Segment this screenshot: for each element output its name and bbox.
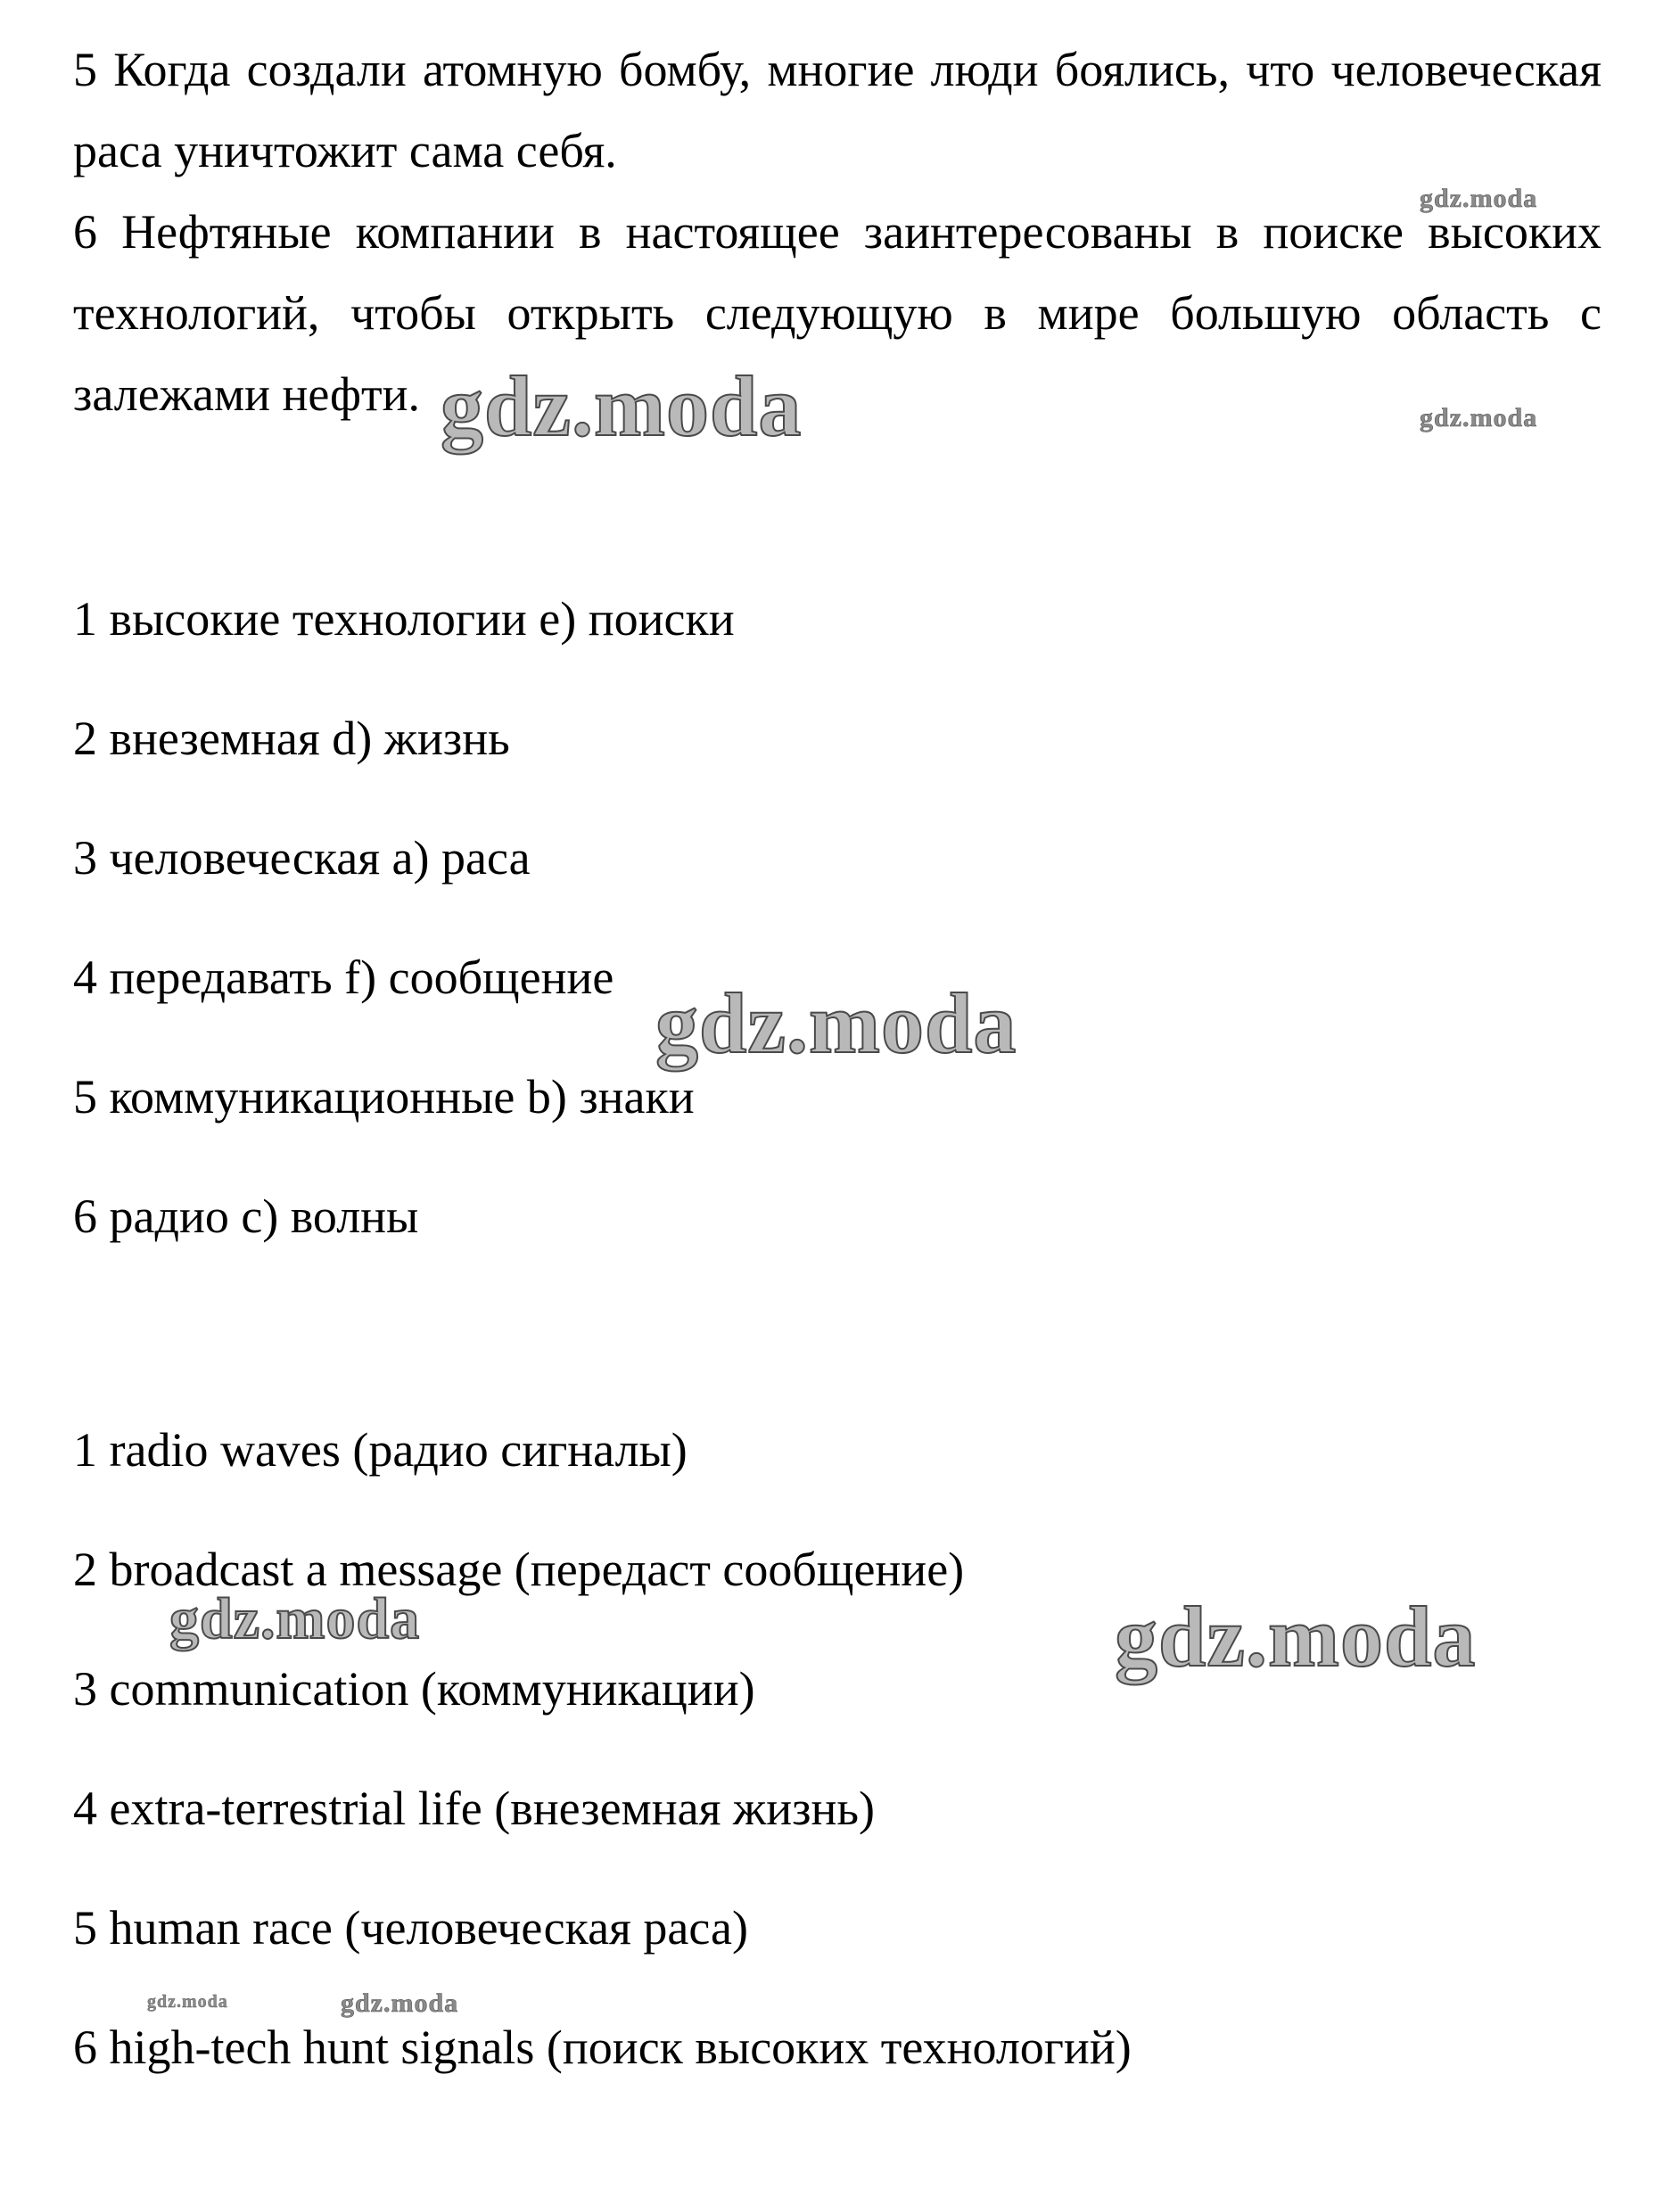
watermark: gdz.moda <box>1420 184 1538 213</box>
phrase-item-1: 1 radio waves (радио сигналы) <box>73 1423 688 1477</box>
sentence-6: 6 Нефтяные компании в настоящее заинтересованы в поиске высоких технологий, чтобы открыть следующую в мире большую область с залежами нефти. <box>73 205 1602 421</box>
phrase-item-3: 3 communication (коммуникации) <box>73 1662 755 1716</box>
watermark: gdz.moda <box>341 1988 459 2018</box>
watermark: gdz.moda <box>147 1992 228 2012</box>
watermark: gdz.moda <box>1115 1589 1477 1684</box>
matching-item-4: 4 передавать f) сообщение <box>73 951 614 1004</box>
watermark: gdz.moda <box>655 975 1017 1071</box>
phrase-item-2: 2 broadcast a message (передаст сообщение) <box>73 1543 965 1596</box>
phrase-item-5: 5 human race (человеческая раса) <box>73 1901 748 1955</box>
matching-item-3: 3 человеческая a) раса <box>73 831 531 885</box>
sentence-5: 5 Когда создали атомную бомбу, многие люди боялись, что человеческая раса уничтожит сама себя. <box>73 43 1602 177</box>
watermark: gdz.moda <box>441 358 803 454</box>
watermark: gdz.moda <box>1420 403 1538 432</box>
matching-item-1: 1 высокие технологии e) поиски <box>73 592 735 646</box>
phrase-item-6: 6 high-tech hunt signals (поиск высоких технологий) <box>73 2021 1132 2074</box>
phrase-item-4: 4 extra-terrestrial life (внеземная жизнь) <box>73 1782 875 1835</box>
matching-item-6: 6 радио c) волны <box>73 1189 419 1243</box>
matching-item-5: 5 коммуникационные b) знаки <box>73 1070 695 1124</box>
watermark: gdz.moda <box>169 1586 421 1651</box>
matching-item-2: 2 внеземная d) жизнь <box>73 712 510 765</box>
